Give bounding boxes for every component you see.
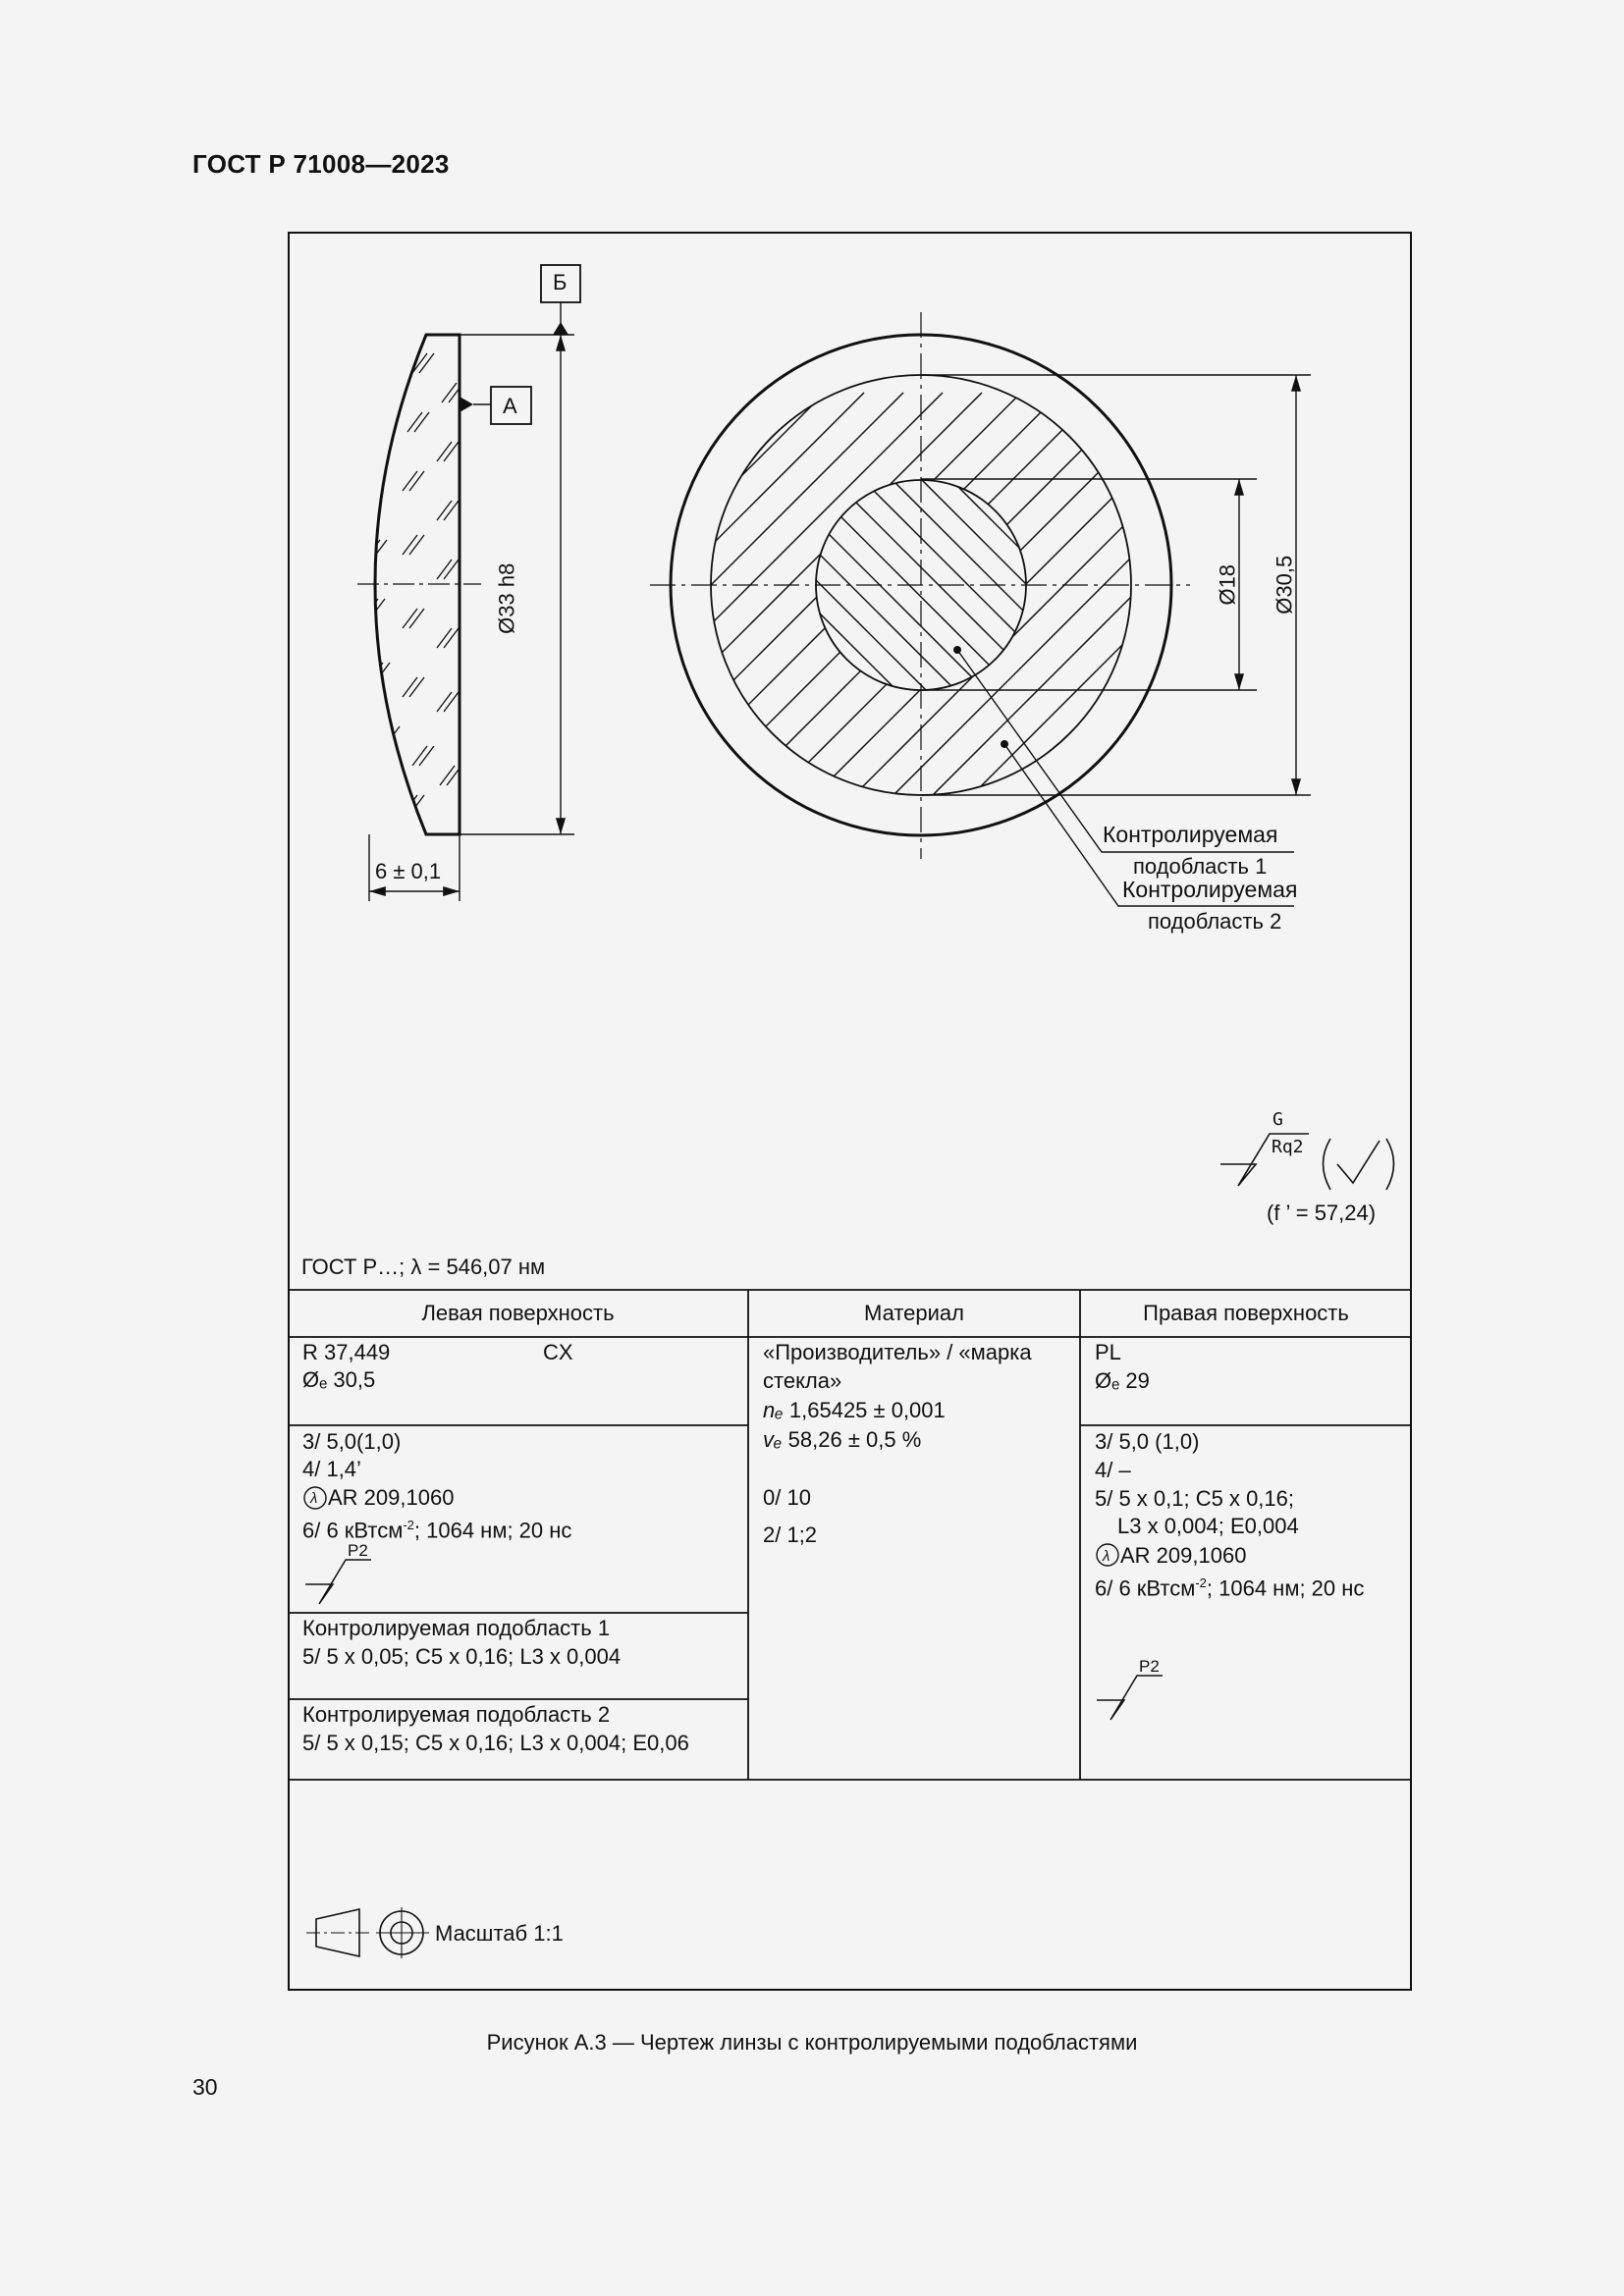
left-line-3: 3/ 5,0(1,0) (302, 1429, 402, 1454)
dimension-thickness: 6 ± 0,1 (375, 859, 442, 883)
subarea-1-subtitle: подобласть 1 (1133, 854, 1268, 879)
left-diameter: Øₑ 30,5 (302, 1367, 376, 1392)
material-abbe-number: vₑ 58,26 ± 0,5 % (763, 1427, 922, 1452)
header-material: Материал (864, 1301, 964, 1325)
right-line-5-cont: L3 x 0,004; E0,004 (1117, 1514, 1299, 1538)
figure-caption: Рисунок А.3 — Чертеж линзы с контролируемыми подобластями (486, 2030, 1138, 2055)
left-line-4: 4/ 1,4’ (302, 1457, 361, 1481)
page-number: 30 (192, 2074, 218, 2100)
roughness-left-icon (305, 1560, 371, 1604)
projection-symbol-icon (306, 1907, 429, 1958)
right-diameter: Øₑ 29 (1095, 1368, 1150, 1393)
subarea-1-title: Контролируемая (1103, 822, 1278, 847)
lens-front-view (650, 312, 1311, 906)
left-line-6: 6/ 6 кВтсм$^{-2}$; 1064 нм; 20 нс (302, 1518, 572, 1543)
roughness-rq-label: Rq2 (1272, 1137, 1304, 1157)
material-refractive-index: nₑ 1,65425 ± 0,001 (763, 1398, 946, 1422)
left-subarea-2-value: 5/ 5 x 0,15; C5 x 0,16; L3 x 0,004; E0,06 (302, 1731, 689, 1755)
left-subarea-2-title: Контролируемая подобласть 2 (302, 1702, 611, 1727)
roughness-right-icon (1097, 1676, 1163, 1720)
roughness-symbol (1220, 1134, 1394, 1190)
lambda-symbol: λ (310, 1490, 318, 1507)
material-maker-line1: «Производитель» / «марка (763, 1340, 1032, 1364)
datum-a-label: А (503, 394, 517, 418)
reference-wavelength: ГОСТ Р…; λ = 546,07 нм (301, 1255, 546, 1279)
dimension-diameter-18: Ø18 (1215, 563, 1240, 606)
focal-length-label: (f ’ = 57,24) (1267, 1201, 1377, 1225)
right-line-3: 3/ 5,0 (1,0) (1095, 1429, 1200, 1454)
header-right-surface: Правая поверхность (1143, 1301, 1349, 1325)
datum-b-label: Б (553, 270, 568, 294)
left-roughness-label: P2 (348, 1541, 368, 1560)
left-subarea-1-title: Контролируемая подобласть 1 (302, 1616, 611, 1640)
roughness-g-label: G (1272, 1109, 1283, 1130)
left-subarea-1-value: 5/ 5 x 0,05; C5 x 0,16; L3 x 0,004 (302, 1644, 622, 1669)
right-line-5: 5/ 5 x 0,1; C5 x 0,16; (1095, 1486, 1295, 1511)
lens-section (357, 302, 574, 901)
left-coating: AR 209,1060 (328, 1485, 455, 1510)
lambda-symbol: λ (1103, 1548, 1110, 1565)
dimension-diameter-30-5: Ø30,5 (1272, 555, 1297, 614)
right-roughness-label: P2 (1139, 1657, 1160, 1676)
material-line-2: 2/ 1;2 (763, 1522, 818, 1547)
scale-label: Масштаб 1:1 (435, 1921, 564, 1946)
subarea-2-subtitle: подобласть 2 (1148, 909, 1282, 934)
document-header: ГОСТ Р 71008—2023 (192, 149, 450, 179)
right-coating: AR 209,1060 (1120, 1543, 1247, 1568)
right-line-6: 6/ 6 кВтсм$^{-2}$; 1064 нм; 20 нс (1095, 1575, 1365, 1601)
header-left-surface: Левая поверхность (421, 1301, 615, 1325)
left-radius-type: CX (543, 1340, 573, 1364)
dimension-diameter-33: Ø33 h8 (494, 562, 519, 634)
right-surface-type: PL (1095, 1340, 1121, 1364)
material-line-0: 0/ 10 (763, 1485, 811, 1510)
right-line-4: 4/ – (1095, 1458, 1131, 1482)
material-maker-line2: стекла» (763, 1368, 842, 1393)
left-radius: R 37,449 (302, 1340, 391, 1364)
subarea-2-title: Контролируемая (1122, 877, 1298, 902)
